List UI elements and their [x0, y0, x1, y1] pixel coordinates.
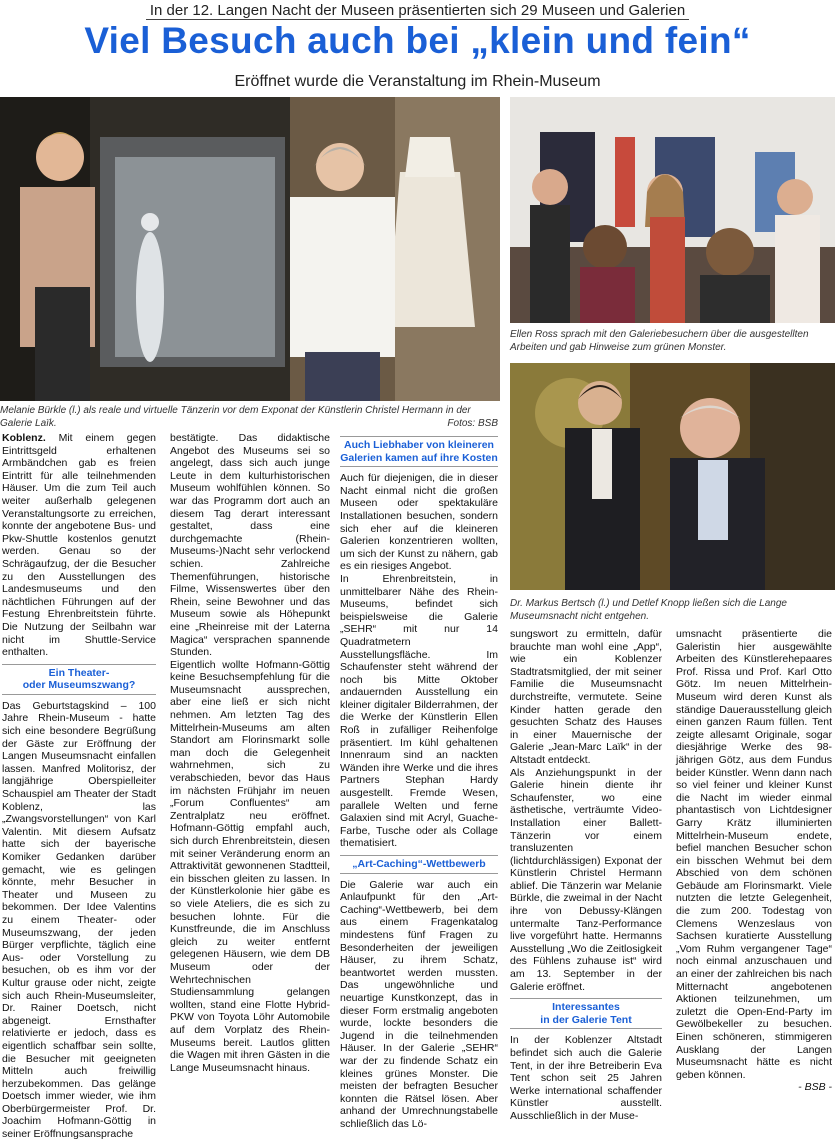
photo-gallery-visitors: [510, 97, 835, 323]
subheading-galleries: Auch Liebhaber von kleineren Galerien kamen auf ihre Kosten: [340, 436, 498, 467]
article-column-3: Auch Liebhaber von kleineren Galerien kamen auf ihre Kosten Auch für diejenigen, die in dieser Nacht einmal nicht die großen Museen oder spektakuläre Installationen besuchen, sondern sich eher auf die kleineren Galerien konzentrieren wollten, um sich der Kunst zu nähern, gab es ein riesiges Angebot. In Ehrenbreitstein, in unmittelbarer Nähe des Rhein-Museums, befindet sich beispielsweise die Galerie „SEHR“ mit nur 14 Quadratmetern Ausstellungsfläche. Im Schaufenster steht während der noch bis Mitte Oktober andauernden Ausstellung ein kleiner digitaler Bilderrahmen, der die Werke der Künstlerin Ellen Roß in zufälliger Reihenfolge präsentiert. Im kühl gehaltenen Innenraum sind an nackten Wänden ihre Werke und die ihres Partners Stephan Hardy ausgestellt. Fremde Wesen, parallele Welten und ferne Galaxien sind mit Acryl, Guache-Farbe, Tusche oder als Collage thematisiert. „Art-Caching“-Wettbewerb Die Galerie war auch ein Anlaufpunkt für den „Art-Caching“-Wettbewerb, bei dem aus einem Fragenkatalog mindestens fünf Fragen zu Besonderheiten der jeweiligen Häuser, zu ihrem Schatz, beantwortet werden mussten. Das ungewöhnliche und neuartige Kunstkonzept, das in dieser Form erstmalig angeboten wurde, lockte besonders die Jugend in die teilnehmenden Häuser. In der Galerie „SEHR“ war der zu findende Schatz ein kleines grünes Monster. Die meisten der befragten Besucher konnten die Rätsel lösen. Aber anhand der Umrechnungstabelle schließlich das Lö-: [340, 436, 498, 1130]
caption-bertsch-knopp: Dr. Markus Bertsch (l.) und Detlef Knopp ließen sich die Lange Museumsnacht nicht entgehen.: [510, 598, 787, 622]
caption-ellen-ross: Ellen Ross sprach mit den Galeriebesuchern über die ausgestellten Arbeiten und gab Hinweise zum grünen Monster.: [510, 329, 809, 353]
photo-credit: Fotos: BSB: [447, 418, 498, 429]
dateline: Koblenz.: [2, 432, 46, 444]
caption-dancer: Melanie Bürkle (l.) als reale und virtuelle Tänzerin vor dem Exponat der Künstlerin Christel Hermann in der Galerie Laïk. Fotos: BSB: [0, 405, 498, 429]
article-column-2: bestätigte. Das didaktische Angebot des Museums sei so angelegt, dass sich auch junge Leute in dem kulturhistorischen Museum wohlfühlen können. So war das Programm dort auch an diesem Tag derart interessant gestaltet, dass eine durchgemachte (Rhein-Museums-)Nacht sehr verlockend schien. Zahlreiche Themenführungen, historische Filme, Wissenswertes über den Rhein, seine Bewohner und das Museum sowie als Höhepunkt eine „Rheinreise mit der Laterna Magica“ versprachen spannende Stunden. Eigentlich wollte Hofmann-Göttig keine Besuchsempfehlung für die Museumsnacht aussprechen, aber eine ließ er sich nicht nehmen. Am letzten Tag des Mittelrhein-Museums am alten Standort am Florinsmarkt solle man doch die Gelegenheit wahrnehmen, sich zu verabschieden, bevor das Haus im nächsten Frühjahr im neuen „Forum Confluentes“ am Zentralplatz neu eröffnet. Hofmann-Göttig empfahl auch, sich durch Ehrenbreitstein, diesen mit seiner Veränderung enorm an Attraktivität gewonnenen Stadtteil, ein bisschen gleiten zu lassen. In der Künstlerkolonie hier gäbe es so viele Ateliers, die es sich zu besuchen lohnte. Für die Kunstfreunde, die im Anschluss gleich zu weiter entfernt gelegenen Häusern, wie dem DB Museum oder der Wehrtechnischen Studiensammlung gelangen wollten, stand eine Flotte Hybrid-PKW von Toyota Löhr Automobile auf dem Vorplatz des Rhein-Museums bereit. Lautlos glitten die Wagen mit ihren Gästen in die Lange Museumsnacht hinaus.: [170, 432, 330, 1074]
subheading-theater: Ein Theater- oder Museumszwang?: [2, 664, 156, 695]
article-column-5: umsnacht präsentierte die Galeristin hier ausgewählte Arbeiten des Künstlerehepaares Prof. Rissa und Prof. Karl Otto Götz. Im neuen Mittelrhein-Museum wird deren Kunst als ständige Dauerausstellung gleich einen ganzen Raum füllen. Tent zeigte allesamt Originale, sogar diesjährige Werke des 98-jährigen Götz, aus dem Fundus beider Künstler. Wenn dann nach so viel feiner und kleiner Kunst die Nacht im wieder einmal phantastisch von Lichtdesigner Garry Krätz illuminierten Mittelrhein-Museum endete, befiel manchen Besucher schon ein bisschen Wehmut bei dem Abschied von dem schönen Gebäude am Florinsmarkt. Viele nutzten die letzte Gelegenheit, die zum 200. Todestag von Clemens Wenzeslaus von Sachsen kuratierte Ausstellung „Vom Ruhm vergangener Tage“ noch einmal anzuschauen und an einer der zahlreichen bis nach Mitternacht angebotenen Aktionen teilzunehmen, um zuletzt die Open-End-Party im Gewölbekeller zu besuchen. Einen schöneren, stimmigeren Ausklang der Langen Museumsnacht hätte es nicht geben können. - BSB -: [676, 628, 832, 1094]
photo-two-men: [510, 363, 835, 590]
subheading-galerie-tent: Interessantes in der Galerie Tent: [510, 998, 662, 1029]
kicker: In der 12. Langen Nacht der Museen präsentierten sich 29 Museen und Galerien: [0, 2, 835, 19]
article-column-1: Koblenz. Mit einem gegen Eintrittsgeld erhaltenen Armbändchen gab es freien Eintritt für alle teilnehmenden Häuser. Um die zum Teil auch weiter außerhalb gelegenen Veranstaltungsorte zu erreichen, konnte der angebotene Bus- und Pkw-Shuttle kostenlos genutzt werden. Genau so der Schrägaufzug, der die Besucher zu den Ausstellungen des Landesmuseums und den nächtlichen Führungen auf der Festung Ehrenbreitstein führte. Die Nutzung der Seilbahn war nicht im Shuttle-Service enthalten. Ein Theater- oder Museumszwang? Das Geburtstagskind – 100 Jahre Rhein-Museum - hatte sich eine besondere Begrüßung der Gäste zur Eröffnung der Langen Museumsnacht einfallen lassen. Manfred Molitorisz, der langjährige Oberspielleiter Schauspiel am Theater der Stadt Koblenz, las „Zwangsvorstellungen“ von Karl Valentin. Mit diesem Aufsatz hatte sich der bayerische Komiker Gedanken darüber gemacht, wie es gelingen könnte, mehr Besucher in Theater und Museen zu bekommen. Der Idee Valentins zu einem Theater- oder Museumszwang, der jeden Bürger verpflichte, täglich eine Aus- oder Vorstellung zu besuchen, ob es ihm vor der Kultur grause oder nicht, zeigte sich auch Rhein-Museumsleiter, Dr. Rainer Doetsch, nicht abgeneigt. Ernsthafter relativierte er jedoch, dass es eigentlich schaffbar sein sollte, die Besucher mit geeigneten Mitteln auch freiwillig herzubekommen. Das gelänge Doetsch immer wieder, wie ihm Oberbürgermeister Prof. Dr. Joachim Hofmann-Göttig in seiner Eröffnungsansprache: [2, 432, 156, 1141]
photo-dancer-exhibit: [0, 97, 500, 401]
author-signature: - BSB -: [798, 1081, 832, 1094]
subheading-art-caching: „Art-Caching“-Wettbewerb: [340, 855, 498, 874]
subheadline: Eröffnet wurde die Veranstaltung im Rhein-Museum: [234, 73, 601, 90]
headline: Viel Besuch auch bei „klein und fein“: [84, 20, 751, 61]
article-column-4: sungswort zu ermitteln, dafür brauchte man wohl eine „App“, wie ein Koblenzer Stadtratsmitglied, der mit seiner Familie die Museumsnacht durchstreifte, vermutete. Seine Kinder hatten gerade den gesuchten Schatz des Hauses in einer Mauernische der Galerie „Jean-Marc Laïk“ in der Altstadt entdeckt. Als Anziehungspunkt in der Galerie hinein diente ihr Schaufenster, wo eine ästhetische, verträumte Video-Installation einer Ballett-Tänzerin vor einem transluzenten (lichtdurchlässigen) Exponat der Künstlerin Christel Hermann ablief. Die Tänzerin war Melanie Bürkle, die zweimal in der Nacht ihre von Debussy-Klängen untermalte Tanz-Performance live vorgeführt hatte. Hermanns Ausstellung „Wo die Zeitlosigkeit des Fühlens zuhause ist“ wird am 13. September in der Galerie eröffnet. Interessantes in der Galerie Tent In der Koblenzer Altstadt befindet sich auch die Galerie Tent, in der ihre Betreiberin Eva Tent schon seit 25 Jahren Werke international schaffender Künstler ausstellt. Ausschließlich in der Muse-: [510, 628, 662, 1122]
